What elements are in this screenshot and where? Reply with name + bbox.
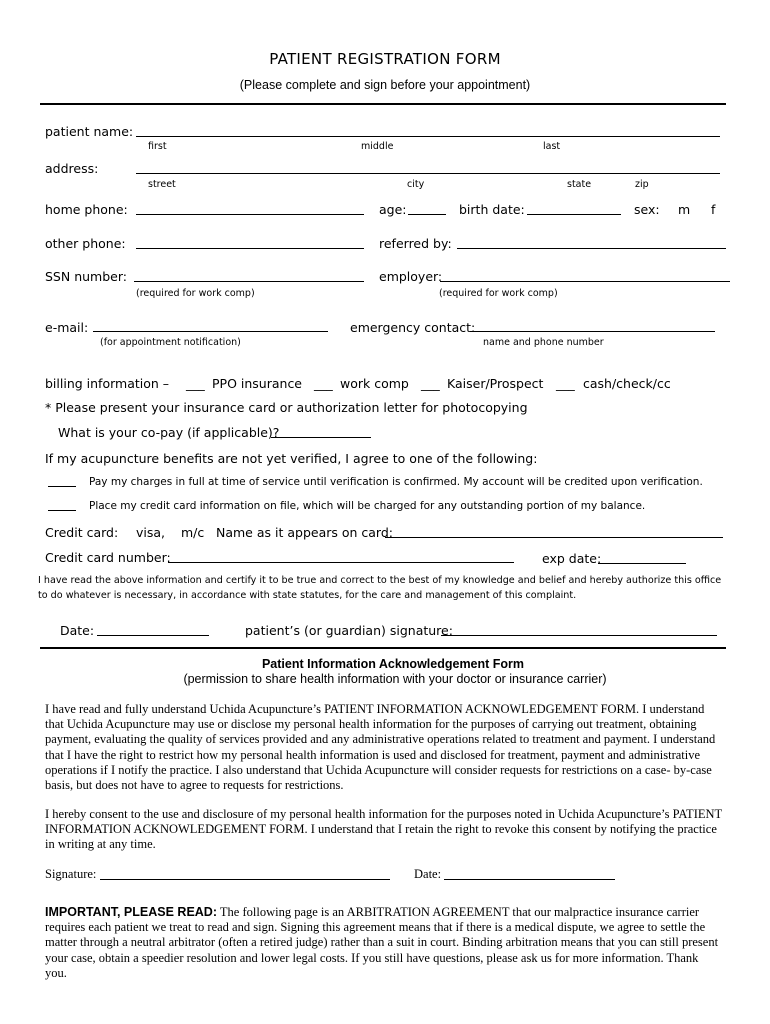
ack-date-field[interactable] bbox=[444, 879, 615, 880]
ack-signature-label: Signature: bbox=[45, 867, 97, 881]
email-field[interactable] bbox=[93, 331, 328, 332]
name-on-card-label: Name as it appears on card: bbox=[216, 525, 393, 540]
emergency-contact-note: name and phone number bbox=[483, 337, 604, 348]
benefits-option1-text: Pay my charges in full at time of service until verification is confirmed. My account will be credited upon verification. bbox=[89, 476, 703, 488]
referred-by-field[interactable] bbox=[457, 248, 726, 249]
employer-field[interactable] bbox=[440, 281, 730, 282]
ack-signature-field[interactable] bbox=[100, 879, 390, 880]
certify-text-line2: to do whatever is necessary, in accordance with state statutes, for the care and management of this complaint. bbox=[38, 590, 577, 601]
email-label: e-mail: bbox=[45, 320, 89, 335]
exp-date-field[interactable] bbox=[598, 563, 686, 564]
certify-text-line1: I have read the above information and certify it to be true and correct to the best of my knowledge and belief and hereby authorize this office bbox=[38, 575, 722, 586]
patient-signature-label: patient’s (or guardian) signature: bbox=[245, 623, 453, 638]
ssn-label: SSN number: bbox=[45, 269, 127, 284]
billing-workcomp-blank[interactable]: ___ bbox=[314, 376, 333, 391]
important-label: IMPORTANT, PLEASE READ: bbox=[45, 905, 217, 919]
home-phone-label: home phone: bbox=[45, 202, 128, 217]
section-divider bbox=[40, 647, 726, 649]
card-number-label: Credit card number: bbox=[45, 550, 171, 565]
form-title: PATIENT REGISTRATION FORM bbox=[269, 50, 501, 68]
ack-title: Patient Information Acknowledgement Form bbox=[261, 657, 525, 671]
patient-signature-field[interactable] bbox=[441, 635, 717, 636]
other-phone-label: other phone: bbox=[45, 236, 126, 251]
header-divider bbox=[40, 103, 726, 105]
date-field[interactable] bbox=[97, 635, 209, 636]
patient-name-label: patient name: bbox=[45, 124, 134, 139]
ack-subtitle: (permission to share health information with your doctor or insurance carrier) bbox=[183, 672, 607, 686]
name-on-card-field[interactable] bbox=[385, 537, 723, 538]
ack-paragraph-2: I hereby consent to the use and disclosure of my personal health information for the purposes noted in Uchida Acupuncture’s PATIENT INFORMATION ACKNOWLEDGEMENT FORM. I understand that I retain the right to revoke this consent by notifying the practice in writing at any time. bbox=[45, 807, 722, 852]
benefits-option2-text: Place my credit card information on file, which will be charged for any outstanding portion of my balance. bbox=[89, 500, 646, 512]
home-phone-field[interactable] bbox=[136, 214, 364, 215]
ack-date-label: Date: bbox=[414, 867, 442, 881]
street-caption: street bbox=[148, 179, 176, 190]
billing-cash-label: cash/check/cc bbox=[583, 376, 671, 391]
billing-kaiser-label: Kaiser/Prospect bbox=[447, 376, 544, 391]
age-field[interactable] bbox=[408, 214, 446, 215]
employer-note: (required for work comp) bbox=[439, 288, 558, 299]
ssn-field[interactable] bbox=[134, 281, 364, 282]
visa-option[interactable]: visa, bbox=[136, 525, 166, 540]
copay-field[interactable] bbox=[271, 437, 371, 438]
ssn-note: (required for work comp) bbox=[136, 288, 255, 299]
insurance-card-note: * Please present your insurance card or authorization letter for photocopying bbox=[45, 400, 528, 415]
credit-card-label: Credit card: bbox=[45, 525, 119, 540]
benefits-option1-checkbox[interactable] bbox=[48, 486, 76, 487]
exp-date-label: exp date: bbox=[542, 551, 602, 566]
billing-workcomp-label: work comp bbox=[340, 376, 409, 391]
middle-name-caption: middle bbox=[361, 141, 394, 152]
employer-label: employer: bbox=[379, 269, 443, 284]
referred-by-label: referred by: bbox=[379, 236, 452, 251]
billing-kaiser-blank[interactable]: ___ bbox=[421, 376, 440, 391]
emergency-contact-field[interactable] bbox=[470, 331, 715, 332]
age-label: age: bbox=[379, 202, 407, 217]
date-label: Date: bbox=[60, 623, 95, 638]
sex-label: sex: bbox=[634, 202, 660, 217]
first-name-caption: first bbox=[148, 141, 167, 152]
patient-name-field[interactable] bbox=[136, 136, 720, 137]
copay-label: What is your co-pay (if applicable)? bbox=[58, 425, 280, 440]
form-subtitle: (Please complete and sign before your appointment) bbox=[239, 78, 531, 92]
benefits-heading: If my acupuncture benefits are not yet verified, I agree to one of the following: bbox=[45, 451, 538, 466]
sex-m-option[interactable]: m bbox=[678, 202, 691, 217]
billing-ppo-label: PPO insurance bbox=[212, 376, 303, 391]
city-caption: city bbox=[407, 179, 425, 190]
benefits-option2-checkbox[interactable] bbox=[48, 510, 76, 511]
address-label: address: bbox=[45, 161, 99, 176]
card-number-field[interactable] bbox=[168, 562, 514, 563]
zip-caption: zip bbox=[635, 179, 649, 190]
last-name-caption: last bbox=[543, 141, 561, 152]
sex-f-option[interactable]: f bbox=[711, 202, 716, 217]
address-field[interactable] bbox=[136, 173, 720, 174]
ack-paragraph-1: I have read and fully understand Uchida Acupuncture’s PATIENT INFORMATION ACKNOWLEDGEMENT FORM. I understand that Uchida Acupuncture may use or disclose my personal health information for the purposes of carrying out treatment, obtaining payment, evaluating the quality of services provided and any administrative operations related to treatment and payment. I understand that I have the right to restrict how my personal health information is used and disclosed for treatment, payment and administrative operations if I notify the practice. I also understand that Uchida Acupuncture will consider requests for restrictions on a case- by-case basis, but does not have to agree to requests for restrictions. bbox=[45, 702, 716, 793]
important-text: The following page is an ARBITRATION AGREEMENT that our malpractice insurance carrier requires each patient we treat to read and sign. Signing this agreement means that if there is a medical dispute, we agree to settle the matter through a neutral arbitrator (often a retired judge) rather than a suit in court. Binding arbitration means that you can still present your case, obtain a speedier resolution and lower legal costs. If you still have questions, please ask us for more information. Thank you. bbox=[45, 905, 719, 980]
state-caption: state bbox=[567, 179, 592, 190]
billing-cash-blank[interactable]: ___ bbox=[556, 376, 575, 391]
billing-label: billing information – bbox=[45, 376, 170, 391]
mc-option[interactable]: m/c bbox=[181, 525, 205, 540]
other-phone-field[interactable] bbox=[136, 248, 364, 249]
birth-date-field[interactable] bbox=[527, 214, 621, 215]
billing-ppo-blank[interactable]: ___ bbox=[186, 376, 205, 391]
email-note: (for appointment notification) bbox=[100, 337, 241, 348]
emergency-contact-label: emergency contact: bbox=[350, 320, 476, 335]
birth-date-label: birth date: bbox=[459, 202, 525, 217]
important-notice bbox=[45, 905, 723, 981]
